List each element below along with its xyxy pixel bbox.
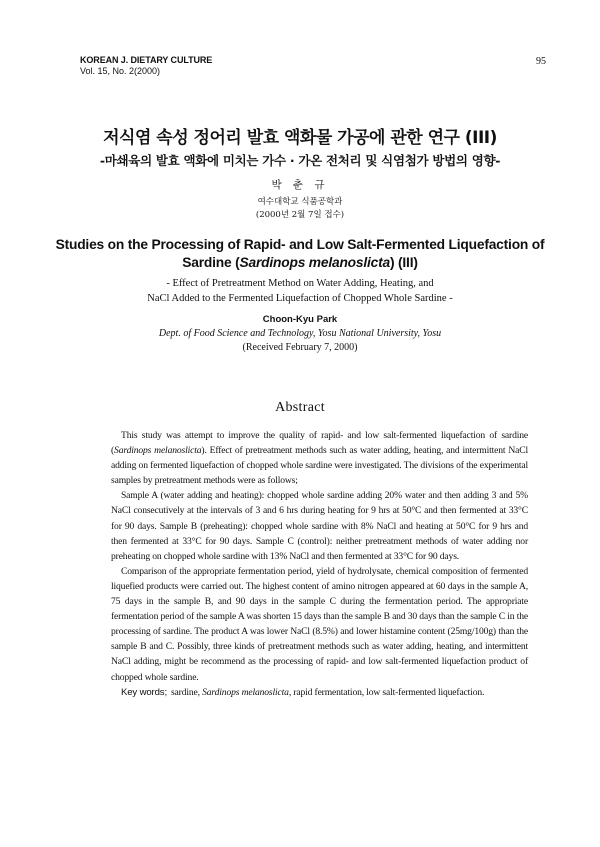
keywords-label: Key words; <box>121 686 167 698</box>
english-title-line2 <box>40 254 560 272</box>
keyword-species-name: Sardinops melanoslicta <box>202 686 289 698</box>
english-subtitle-line2: NaCl Added to the Fermented Liquefaction of Chopped Whole Sardine - <box>147 293 453 304</box>
english-received-date: (Received February 7, 2000) <box>242 342 358 353</box>
korean-subtitle: -마쇄육의 발효 액화에 미치는 가수 · 가온 전처리 및 식염첨가 방법의 영향- <box>99 153 501 168</box>
abstract-body <box>111 428 528 700</box>
english-author: Choon-Kyu Park <box>262 314 338 325</box>
abstract-text: This study was attempt to improve the quality of rapid- and low salt-fermented liquefaction of sardine ( <box>111 430 528 457</box>
title-species-name: Sardinops melanoslicta <box>239 255 390 270</box>
abstract-heading: Abstract <box>275 400 325 415</box>
abstract-paragraph <box>111 428 528 488</box>
english-title-line1: Studies on the Processing of Rapid- and Low Salt-Fermented Liquefaction of <box>55 237 545 252</box>
english-subtitle-line1: - Effect of Pretreatment Method on Water Adding, Heating, and <box>166 278 434 289</box>
keyword-text: sardine, <box>170 686 203 698</box>
korean-affiliation: 여수대학교 식품공학과 <box>257 197 343 207</box>
english-subtitle <box>60 276 540 306</box>
title-text: Sardine ( <box>182 255 240 270</box>
abstract-text: ). Effect of pretreatment methods such as water adding, heating, and intermittent NaCl adding on fermented liquefaction of chopped whole sardine were investigated. The divisions of the experimental samples by pretreatment methods were as follows; <box>111 445 528 487</box>
title-text: ) (III) <box>390 255 418 270</box>
korean-author: 박 춘 규 <box>271 179 329 191</box>
keyword-text: , rapid fermentation, low salt-fermented liquefaction. <box>288 686 485 698</box>
keywords-text <box>171 685 528 700</box>
abstract-paragraph: Comparison of the appropriate fermentation period, yield of hydrolysate, chemical composition of fermented liquefied products were carried out. The highest content of amino nitrogen appeared at 60 days in the sample A, 75 days in the sample B, and 90 days in the sample C during the fermentation period. The appropriate fermentation period of the sample A was shorten 15 days than the sample B and 30 days than the sample C in the processing of sardine. The product A was lower NaCl (8.5%) and lower histamine content (25mg/100g) than the sample B and C. Possibly, three kinds of pretreatment methods such as water adding, heating, and intermittent NaCl adding, might be recommend as the processing of rapid- and low salt-fermented liquefaction product of chopped whole sardine. <box>111 565 528 683</box>
abstract-paragraph: Sample A (water adding and heating): chopped whole sardine adding 20% water and then adding 3 and 5% NaCl consecutively at the intervals of 3 and 6 hrs during heating for 9 hrs at 50°C and then fermented at 33°C for 90 days. Sample B (preheating): chopped whole sardine with 8% NaCl and heating at 50°C for 9 hrs and then fermented at 33°C for 90 days. Sample C (control): neither pretreatment methods of water adding nor preheating on chopped whole sardine with 13% NaCl and then fermented at 33°C for 90 days. <box>111 490 528 562</box>
english-affiliation: Dept. of Food Science and Technology, Yosu National University, Yosu <box>158 328 442 339</box>
korean-title: 저식염 속성 정어리 발효 액화물 가공에 관한 연구 (III) <box>103 128 497 148</box>
page-number: 95 <box>536 56 546 67</box>
journal-name: KOREAN J. DIETARY CULTURE <box>80 55 213 65</box>
journal-header <box>80 55 212 77</box>
journal-volume: Vol. 15, No. 2(2000) <box>80 66 161 76</box>
korean-received-date: (2000년 2월 7일 접수) <box>255 210 345 220</box>
keywords <box>111 685 528 700</box>
english-title <box>40 236 560 272</box>
species-name: Sardinops melanoslicta <box>114 445 202 457</box>
